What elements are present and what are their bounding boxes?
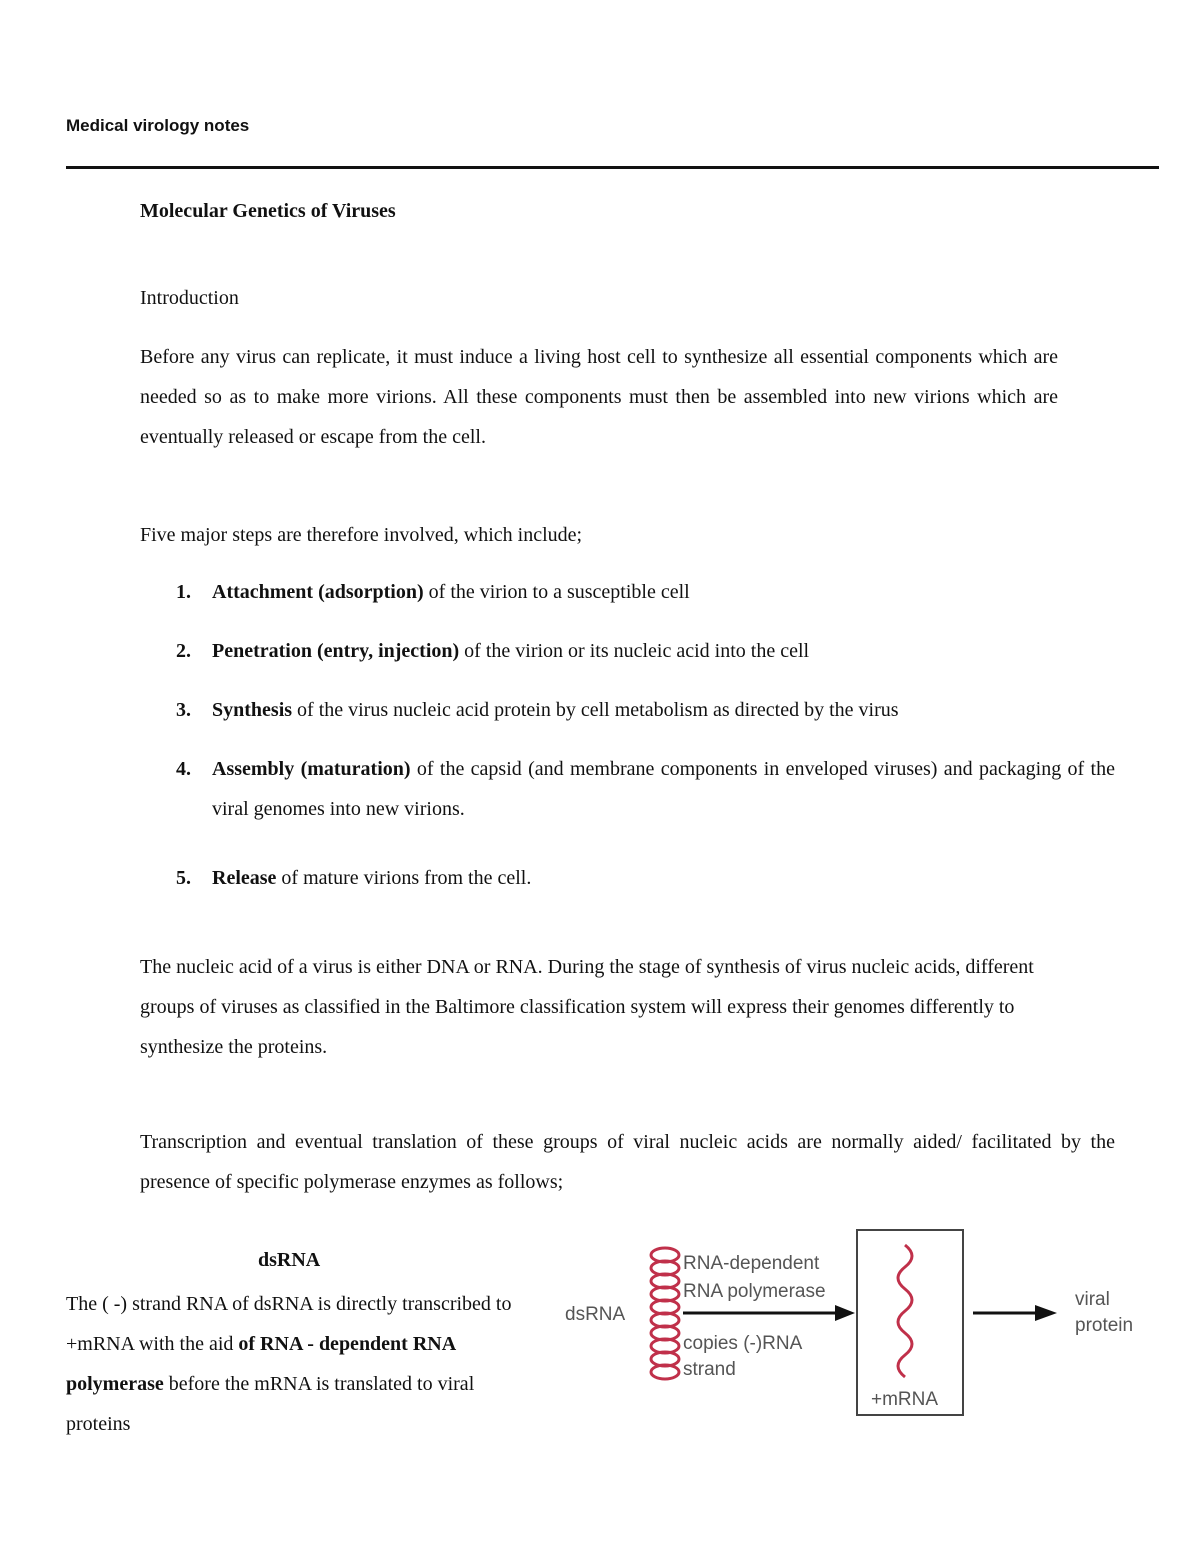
document-title: Molecular Genetics of Viruses (140, 200, 396, 222)
list-item: 2. Penetration (entry, injection) of the virion or its nucleic acid into the cell (176, 640, 810, 662)
polymerase-paragraph: Transcription and eventual translation of these groups of viral nucleic acids are normally aided/ facilitated by the presence of specific polymerase enzymes as follows; (140, 1131, 1115, 1193)
diagram-enzyme-label: RNA-dependent (683, 1253, 820, 1274)
diagram-strand-label: strand (683, 1359, 736, 1380)
list-item: 3. Synthesis of the virus nucleic acid protein by cell metabolism as directed by the virus (176, 699, 899, 721)
diagram-mrna-label: +mRNA (871, 1389, 939, 1410)
diagram-dsrna-label: dsRNA (565, 1304, 626, 1325)
steps-list (140, 572, 1115, 898)
dsrna-replication-diagram (555, 1225, 1155, 1425)
diagram-product-label: viral (1075, 1289, 1110, 1310)
steps-intro-paragraph: Five major steps are therefore involved, which include; (140, 524, 583, 546)
diagram-product-label-2: protein (1075, 1315, 1134, 1336)
polymerase-arrowhead-icon (835, 1305, 855, 1321)
intro-heading: Introduction (140, 287, 239, 309)
page-header-title: Medical virology notes (66, 116, 250, 135)
list-item: 5. Release of mature virions from the cell. (176, 867, 532, 889)
translation-arrowhead-icon (1035, 1305, 1057, 1321)
header-rule (66, 166, 1159, 169)
dsrna-heading: dsRNA (258, 1249, 321, 1271)
dsrna-helix-icon (651, 1248, 679, 1379)
dsrna-description: The ( -) strand RNA of dsRNA is directly transcribed to +mRNA with the aid of RNA - dependent RNA polymerase before the mRNA is translated to viral proteins (66, 1293, 512, 1435)
list-item: 4. Assembly (maturation) of the capsid (and membrane components in enveloped viruses) and packaging of the viral genomes into new virions. (176, 758, 1115, 820)
mrna-strand-icon (898, 1245, 912, 1377)
list-item: 1. Attachment (adsorption) of the virion to a susceptible cell (176, 581, 690, 603)
diagram-enzyme-label-2: RNA polymerase (683, 1281, 826, 1302)
intro-paragraph: Before any virus can replicate, it must induce a living host cell to synthesize all essential components which are needed so as to make more virions. All these components must then be assembled into new virions which are eventually released or escape from the cell. (140, 346, 1058, 448)
diagram-copies-label: copies (-)RNA (683, 1333, 803, 1354)
mrna-box (857, 1230, 963, 1415)
nucleic-acid-paragraph: The nucleic acid of a virus is either DNA or RNA. During the stage of synthesis of virus nucleic acids, different groups of viruses as classified in the Baltimore classification system will express their genomes differently to synthesize the proteins. (140, 956, 1034, 1058)
